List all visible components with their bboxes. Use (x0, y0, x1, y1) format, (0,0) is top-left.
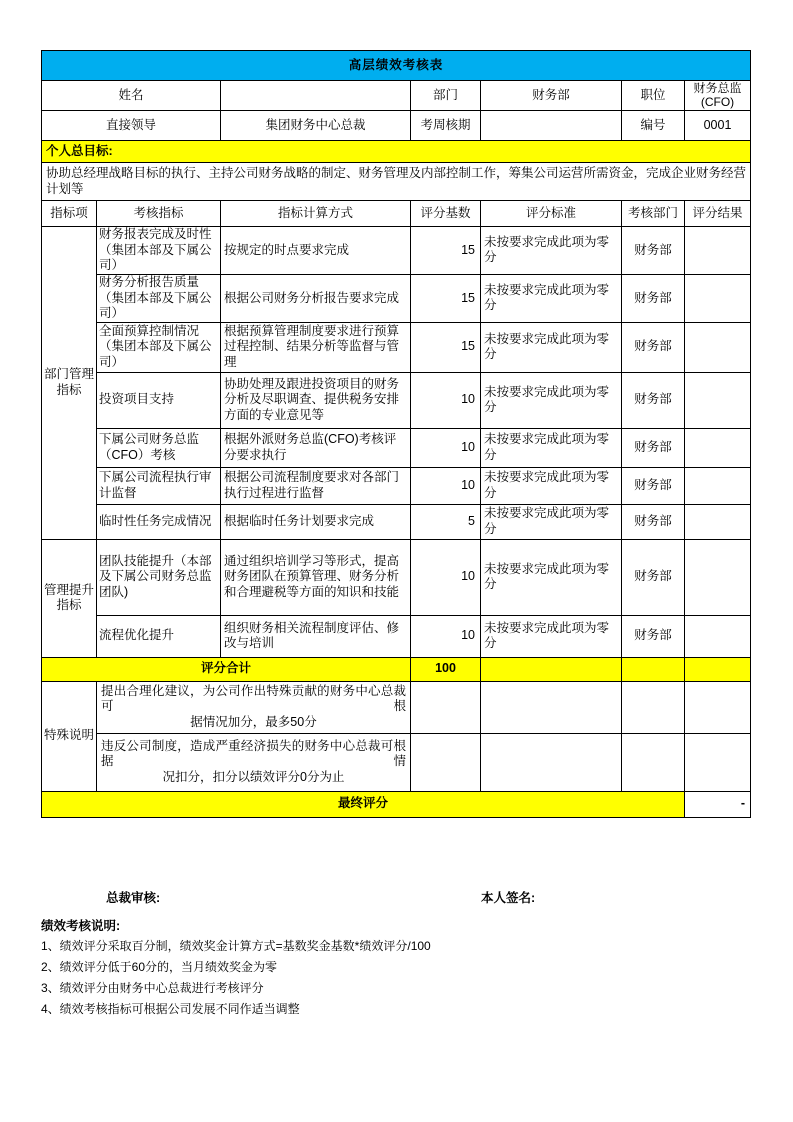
goal-text-row (42, 163, 751, 201)
goal-heading: 个人总目标: (42, 141, 751, 163)
kpi-criteria: 未按要求完成此项为零分 (481, 428, 622, 467)
table-row (42, 274, 751, 322)
number-label: 编号 (622, 111, 685, 141)
column-header-row (42, 201, 751, 227)
special-note-line-1: 违反公司制度，造成严重经济损失的财务中心总裁可根据情 (101, 738, 406, 769)
info-row-2 (42, 111, 751, 141)
president-review-label: 总裁审核: (106, 891, 161, 905)
kpi-score-result[interactable] (685, 372, 751, 428)
title-row (42, 51, 751, 81)
table-row (42, 322, 751, 372)
kpi-name: 下属公司财务总监（CFO）考核 (97, 428, 221, 467)
table-row (42, 539, 751, 615)
kpi-review-dept: 财务部 (622, 322, 685, 372)
kpi-calculation: 根据外派财务总监(CFO)考核评分要求执行 (221, 428, 411, 467)
special-result-blank[interactable] (685, 733, 751, 791)
kpi-criteria: 未按要求完成此项为零分 (481, 227, 622, 275)
kpi-calculation: 根据公司财务分析报告要求完成 (221, 274, 411, 322)
special-note-text (97, 733, 411, 791)
name-value[interactable] (221, 81, 411, 111)
name-label: 姓名 (42, 81, 221, 111)
kpi-calculation: 根据临时任务计划要求完成 (221, 504, 411, 539)
footnote-item: 1、绩效评分采取百分制，绩效奖金计算方式=基数奖金基数*绩效评分/100 (41, 938, 431, 953)
kpi-name: 财务报表完成及时性（集团本部及下属公司） (97, 227, 221, 275)
total-result-blank (685, 657, 751, 681)
kpi-criteria: 未按要求完成此项为零分 (481, 372, 622, 428)
kpi-name: 团队技能提升（本部及下属公司财务总监团队) (97, 539, 221, 615)
final-score-label: 最终评分 (42, 791, 685, 817)
goal-heading-row (42, 141, 751, 163)
column-header-indicator-item: 指标项 (42, 201, 97, 227)
period-label: 考周核期 (411, 111, 481, 141)
table-row (42, 227, 751, 275)
special-note-text (97, 681, 411, 733)
table-row (42, 372, 751, 428)
kpi-name: 全面预算控制情况（集团本部及下属公司） (97, 322, 221, 372)
kpi-base-score: 5 (411, 504, 481, 539)
page-title: 高层绩效考核表 (42, 51, 751, 81)
kpi-base-score: 15 (411, 322, 481, 372)
kpi-score-result[interactable] (685, 322, 751, 372)
special-note-line-2: 据情况加分，最多50分 (190, 714, 317, 729)
group-label-management-improvement: 管理提升指标 (42, 539, 97, 657)
table-row (42, 467, 751, 504)
kpi-calculation: 协助处理及跟进投资项目的财务分析及尽职调查、提供税务安排方面的专业意见等 (221, 372, 411, 428)
kpi-criteria: 未按要求完成此项为零分 (481, 467, 622, 504)
info-row-1 (42, 81, 751, 111)
column-header-base-score: 评分基数 (411, 201, 481, 227)
footnote-item: 4、绩效考核指标可根据公司发展不同作适当调整 (41, 1001, 300, 1016)
special-dept-blank[interactable] (622, 681, 685, 733)
total-value: 100 (411, 657, 481, 681)
kpi-criteria: 未按要求完成此项为零分 (481, 615, 622, 657)
kpi-calculation: 根据公司流程制度要求对各部门执行过程进行监督 (221, 467, 411, 504)
leader-label: 直接领导 (42, 111, 221, 141)
kpi-score-result[interactable] (685, 504, 751, 539)
total-label: 评分合计 (42, 657, 411, 681)
kpi-base-score: 10 (411, 428, 481, 467)
table-row (42, 615, 751, 657)
column-header-review-dept: 考核部门 (622, 201, 685, 227)
kpi-score-result[interactable] (685, 467, 751, 504)
kpi-score-result[interactable] (685, 274, 751, 322)
special-base-blank[interactable] (411, 733, 481, 791)
final-score-value[interactable]: - (685, 791, 751, 817)
column-header-calculation: 指标计算方式 (221, 201, 411, 227)
leader-value[interactable]: 集团财务中心总裁 (221, 111, 411, 141)
special-note-line-2: 况扣分，扣分以绩效评分0分为止 (162, 769, 345, 784)
kpi-criteria: 未按要求完成此项为零分 (481, 274, 622, 322)
kpi-score-result[interactable] (685, 615, 751, 657)
kpi-review-dept: 财务部 (622, 615, 685, 657)
kpi-name: 财务分析报告质量（集团本部及下属公司） (97, 274, 221, 322)
kpi-criteria: 未按要求完成此项为零分 (481, 504, 622, 539)
performance-review-sheet (41, 50, 750, 818)
special-criteria-blank[interactable] (481, 681, 622, 733)
self-signature-label: 本人签名: (481, 891, 536, 905)
special-dept-blank[interactable] (622, 733, 685, 791)
special-note-row (42, 681, 751, 733)
form-table (41, 50, 751, 818)
kpi-base-score: 10 (411, 467, 481, 504)
kpi-base-score: 15 (411, 227, 481, 275)
table-row (42, 504, 751, 539)
kpi-name: 投资项目支持 (97, 372, 221, 428)
kpi-name: 临时性任务完成情况 (97, 504, 221, 539)
kpi-review-dept: 财务部 (622, 539, 685, 615)
table-row (42, 428, 751, 467)
kpi-base-score: 10 (411, 539, 481, 615)
column-header-kpi: 考核指标 (97, 201, 221, 227)
kpi-calculation: 根据预算管理制度要求进行预算过程控制、结果分析等监督与管理 (221, 322, 411, 372)
kpi-score-result[interactable] (685, 227, 751, 275)
kpi-calculation: 通过组织培训学习等形式，提高财务团队在预算管理、财务分析和合理避税等方面的知识和技能 (221, 539, 411, 615)
special-note-row (42, 733, 751, 791)
column-header-score-result: 评分结果 (685, 201, 751, 227)
kpi-name: 下属公司流程执行审计监督 (97, 467, 221, 504)
position-label: 职位 (622, 81, 685, 111)
footnote-item: 3、绩效评分由财务中心总裁进行考核评分 (41, 980, 264, 995)
kpi-base-score: 10 (411, 372, 481, 428)
final-score-row (42, 791, 751, 817)
total-dept-blank (622, 657, 685, 681)
kpi-base-score: 10 (411, 615, 481, 657)
special-note-label: 特殊说明 (42, 681, 97, 791)
kpi-criteria: 未按要求完成此项为零分 (481, 539, 622, 615)
number-value[interactable]: 0001 (685, 111, 751, 141)
kpi-review-dept: 财务部 (622, 274, 685, 322)
period-value[interactable] (481, 111, 622, 141)
total-row (42, 657, 751, 681)
special-criteria-blank[interactable] (481, 733, 622, 791)
kpi-score-result[interactable] (685, 428, 751, 467)
special-base-blank[interactable] (411, 681, 481, 733)
kpi-score-result[interactable] (685, 539, 751, 615)
kpi-review-dept: 财务部 (622, 504, 685, 539)
kpi-review-dept: 财务部 (622, 428, 685, 467)
special-result-blank[interactable] (685, 681, 751, 733)
footnotes (41, 920, 750, 1024)
special-note-line-1: 提出合理化建议，为公司作出特殊贡献的财务中心总裁可根 (101, 683, 406, 714)
kpi-review-dept: 财务部 (622, 227, 685, 275)
position-value[interactable]: 财务总监(CFO) (685, 81, 751, 111)
footnotes-heading: 绩效考核说明: (41, 919, 121, 933)
kpi-name: 流程优化提升 (97, 615, 221, 657)
kpi-review-dept: 财务部 (622, 372, 685, 428)
dept-label: 部门 (411, 81, 481, 111)
group-label-dept-management: 部门管理指标 (42, 227, 97, 540)
column-header-criteria: 评分标准 (481, 201, 622, 227)
kpi-base-score: 15 (411, 274, 481, 322)
goal-text: 协助总经理战略目标的执行、主持公司财务战略的制定、财务管理及内部控制工作，筹集公司运营所需资金，完成企业财务经营计划等 (42, 163, 751, 201)
dept-value[interactable]: 财务部 (481, 81, 622, 111)
kpi-criteria: 未按要求完成此项为零分 (481, 322, 622, 372)
total-criteria-blank (481, 657, 622, 681)
kpi-calculation: 组织财务相关流程制度评估、修改与培训 (221, 615, 411, 657)
footnote-item: 2、绩效评分低于60分的，当月绩效奖金为零 (41, 959, 278, 974)
kpi-calculation: 按规定的时点要求完成 (221, 227, 411, 275)
kpi-review-dept: 财务部 (622, 467, 685, 504)
